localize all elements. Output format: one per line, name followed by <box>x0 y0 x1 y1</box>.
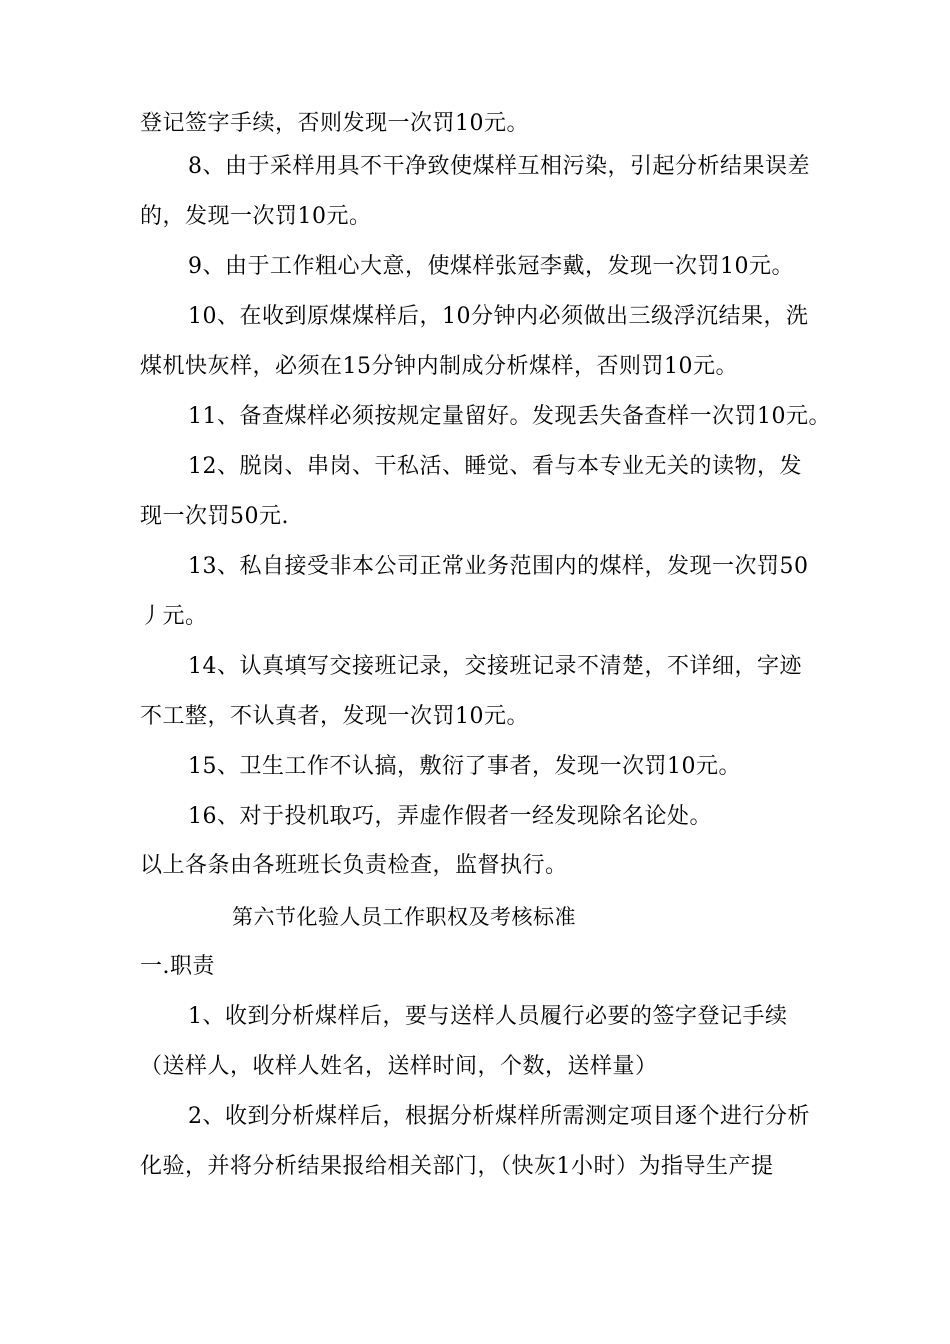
text-line: 以上各条由各班班长负责检查，监督执行。 <box>140 853 568 878</box>
text-line: 9、由于工作粗心大意，使煤样张冠李戴，发现一次罚10元。 <box>188 254 794 279</box>
section-heading: 第六节化验人员工作职权及考核标准 <box>232 905 576 929</box>
text-line: 12、脱岗、串岗、干私活、睡觉、看与本专业无关的读物，发 <box>188 454 802 479</box>
text-line: 2、收到分析煤样后，根据分析煤样所需测定项目逐个进行分析 <box>188 1104 810 1129</box>
text-line: 登记签字手续，否则发现一次罚10元。 <box>140 111 529 136</box>
text-line: 16、对于投机取巧，弄虚作假者一经发现除名论处。 <box>188 804 712 829</box>
text-line: 不工整，不认真者，发现一次罚10元。 <box>140 704 529 729</box>
text-line: 的，发现一次罚10元。 <box>140 204 372 229</box>
text-line: 15、卫生工作不认搞，敷衍了事者，发现一次罚10元。 <box>188 754 741 779</box>
text-line: 1、收到分析煤样后，要与送样人员履行必要的签字登记手续 <box>188 1004 788 1029</box>
text-line: 14、认真填写交接班记录，交接班记录不清楚，不详细，字迹 <box>188 654 802 679</box>
text-line: 丿元。 <box>140 604 208 629</box>
text-line: 化验，并将分析结果报给相关部门，（快灰1小时）为指导生产提 <box>140 1154 774 1179</box>
text-line: 煤机快灰样，必须在15分钟内制成分析煤样，否则罚10元。 <box>140 354 738 379</box>
text-line: 8、由于采样用具不干净致使煤样互相污染，引起分析结果误差 <box>188 154 810 179</box>
subsection-heading: 一.职责 <box>140 954 215 979</box>
text-line: 现一次罚50元. <box>140 504 289 529</box>
text-line: 13、私自接受非本公司正常业务范围内的煤样，发现一次罚50 <box>188 554 809 579</box>
text-line: 11、备查煤样必须按规定量留好。发现丢失备查样一次罚10元。 <box>188 404 831 429</box>
text-line: （送样人，收样人姓名，送样时间，个数，送样量） <box>140 1054 658 1079</box>
text-line: 10、在收到原煤煤样后，10分钟内必须做出三级浮沉结果，洗 <box>188 304 809 329</box>
